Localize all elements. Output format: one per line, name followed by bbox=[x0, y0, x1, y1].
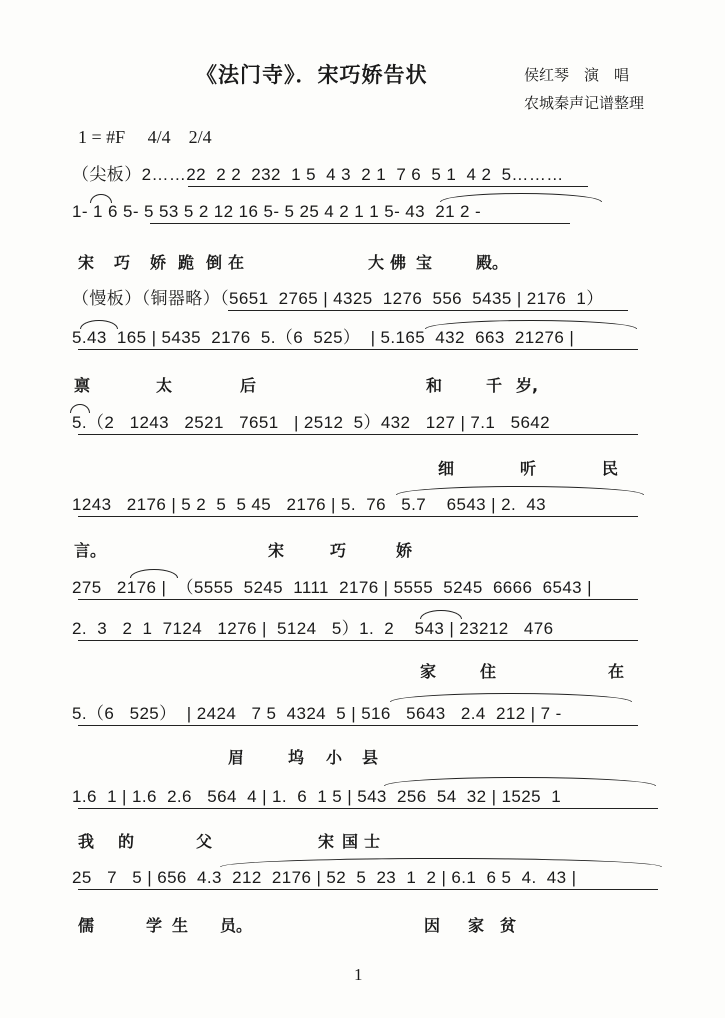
lyric-char: 言。 bbox=[74, 541, 107, 560]
beam-underline bbox=[78, 725, 638, 726]
slur-mark bbox=[425, 320, 637, 329]
lyric-char: 我 bbox=[78, 832, 95, 851]
lyric-char: 巧 bbox=[114, 253, 131, 272]
beam-underline bbox=[228, 310, 628, 311]
lyric-char: 太 bbox=[156, 376, 173, 395]
lyric-char: 小 bbox=[326, 748, 343, 767]
lyric-char: 住 bbox=[480, 662, 497, 681]
lyric-char: 细 bbox=[438, 459, 455, 478]
slur-mark bbox=[384, 777, 656, 786]
slur-mark bbox=[90, 194, 112, 203]
slur-mark bbox=[440, 193, 602, 202]
lyric-char: 和 bbox=[426, 376, 443, 395]
lyric-char: 大 bbox=[368, 253, 385, 272]
lyric-char: 民 bbox=[602, 459, 619, 478]
lyric-char: 因 bbox=[424, 916, 441, 935]
slur-mark bbox=[396, 486, 644, 495]
lyric-char: 宝 bbox=[416, 253, 433, 272]
lyric-char: 殿。 bbox=[476, 253, 509, 272]
beam-underline bbox=[78, 349, 638, 350]
lyric-char: 在 bbox=[228, 253, 245, 272]
score-line-9: 5.（6 525） | 2424 7 5 4324 5 | 516 5643 2.4 212 | 7 - bbox=[72, 704, 562, 723]
lyric-char: 娇 bbox=[396, 541, 413, 560]
lyric-char: 宋 bbox=[268, 541, 285, 560]
beam-underline bbox=[78, 516, 638, 517]
slur-mark bbox=[390, 693, 632, 702]
lyric-char: 岁, bbox=[516, 376, 539, 395]
score-line-3: （慢板）（铜器略）（5651 2765 | 4325 1276 556 5435 | 2176 1） bbox=[72, 289, 604, 308]
lyric-char: 后 bbox=[240, 376, 257, 395]
score-line-5: 5.（2 1243 2521 7651 | 2512 5）432 127 | 7.1 5642 bbox=[72, 413, 551, 432]
score-line-6: 1243 2176 | 5 2 5 5 45 2176 | 5. 76 5.7 6543 | 2. 43 bbox=[72, 495, 547, 514]
key-signature: 1 = #F 4/4 2/4 bbox=[78, 127, 212, 147]
slur-mark bbox=[130, 569, 178, 578]
lyric-char: 巧 bbox=[330, 541, 347, 560]
beam-underline bbox=[78, 889, 658, 890]
slur-mark bbox=[70, 404, 90, 413]
lyric-char: 学 bbox=[146, 916, 163, 935]
lyric-char: 在 bbox=[608, 662, 625, 681]
beam-underline bbox=[188, 186, 588, 187]
lyric-char: 宋 bbox=[78, 253, 95, 272]
beam-underline bbox=[78, 599, 638, 600]
beam-underline bbox=[150, 223, 570, 224]
lyric-char: 禀 bbox=[74, 376, 91, 395]
lyric-char: 倒 bbox=[206, 253, 223, 272]
slur-mark bbox=[80, 320, 118, 329]
lyric-char: 娇 bbox=[150, 253, 167, 272]
score-line-1: （尖板）2……22 2 2 232 1 5 4 3 2 1 7 6 5 1 4 2 5……… bbox=[72, 165, 564, 184]
score-line-2: 1- 1 6 5- 5 53 5 2 12 16 5- 5 25 4 2 1 1 5- 43 21 2 - bbox=[72, 202, 482, 221]
lyric-char: 跪 bbox=[178, 253, 195, 272]
lyric-char: 听 bbox=[520, 459, 537, 478]
beam-underline bbox=[78, 640, 638, 641]
score-line-4: 5.43 165 | 5435 2176 5.（6 525） | 5.165 432 663 21276 | bbox=[72, 328, 575, 347]
slur-mark bbox=[220, 858, 662, 867]
lyric-char: 千 bbox=[486, 376, 503, 395]
lyric-char: 国 bbox=[342, 832, 359, 851]
beam-underline bbox=[78, 434, 638, 435]
score-line-10: 1.6 1 | 1.6 2.6 564 4 | 1. 6 1 5 | 543 256 54 32 | 1525 1 bbox=[72, 787, 562, 806]
lyric-char: 士 bbox=[364, 832, 381, 851]
lyric-char: 县 bbox=[362, 748, 379, 767]
performer-credit: 侯红琴 演 唱 bbox=[524, 66, 630, 84]
lyric-char: 儒 bbox=[78, 916, 95, 935]
lyric-char: 贫 bbox=[500, 916, 517, 935]
lyric-char: 家 bbox=[468, 916, 485, 935]
score-line-7: 275 2176 | （5555 5245 1111 2176 | 5555 5245 6666 6543 | bbox=[72, 578, 592, 597]
lyric-char: 家 bbox=[420, 662, 437, 681]
page-number: 1 bbox=[354, 965, 363, 984]
lyric-char: 宋 bbox=[318, 832, 335, 851]
lyric-char: 的 bbox=[118, 832, 135, 851]
score-line-8: 2. 3 2 1 7124 1276 | 5124 5）1. 2 543 | 23212 476 bbox=[72, 619, 554, 638]
lyric-char: 佛 bbox=[390, 253, 407, 272]
lyric-char: 坞 bbox=[288, 748, 305, 767]
lyric-char: 父 bbox=[196, 832, 213, 851]
beam-underline bbox=[78, 808, 658, 809]
lyric-char: 生 bbox=[172, 916, 189, 935]
slur-mark bbox=[420, 610, 462, 619]
lyric-char: 眉 bbox=[228, 748, 245, 767]
score-line-11: 25 7 5 | 656 4.3 212 2176 | 52 5 23 1 2 | 6.1 6 5 4. 43 | bbox=[72, 868, 577, 887]
lyric-char: 员。 bbox=[220, 916, 253, 935]
song-title: 《法门寺》．宋巧娇告状 bbox=[196, 62, 428, 87]
transcriber-credit: 农城秦声记谱整理 bbox=[524, 94, 645, 112]
